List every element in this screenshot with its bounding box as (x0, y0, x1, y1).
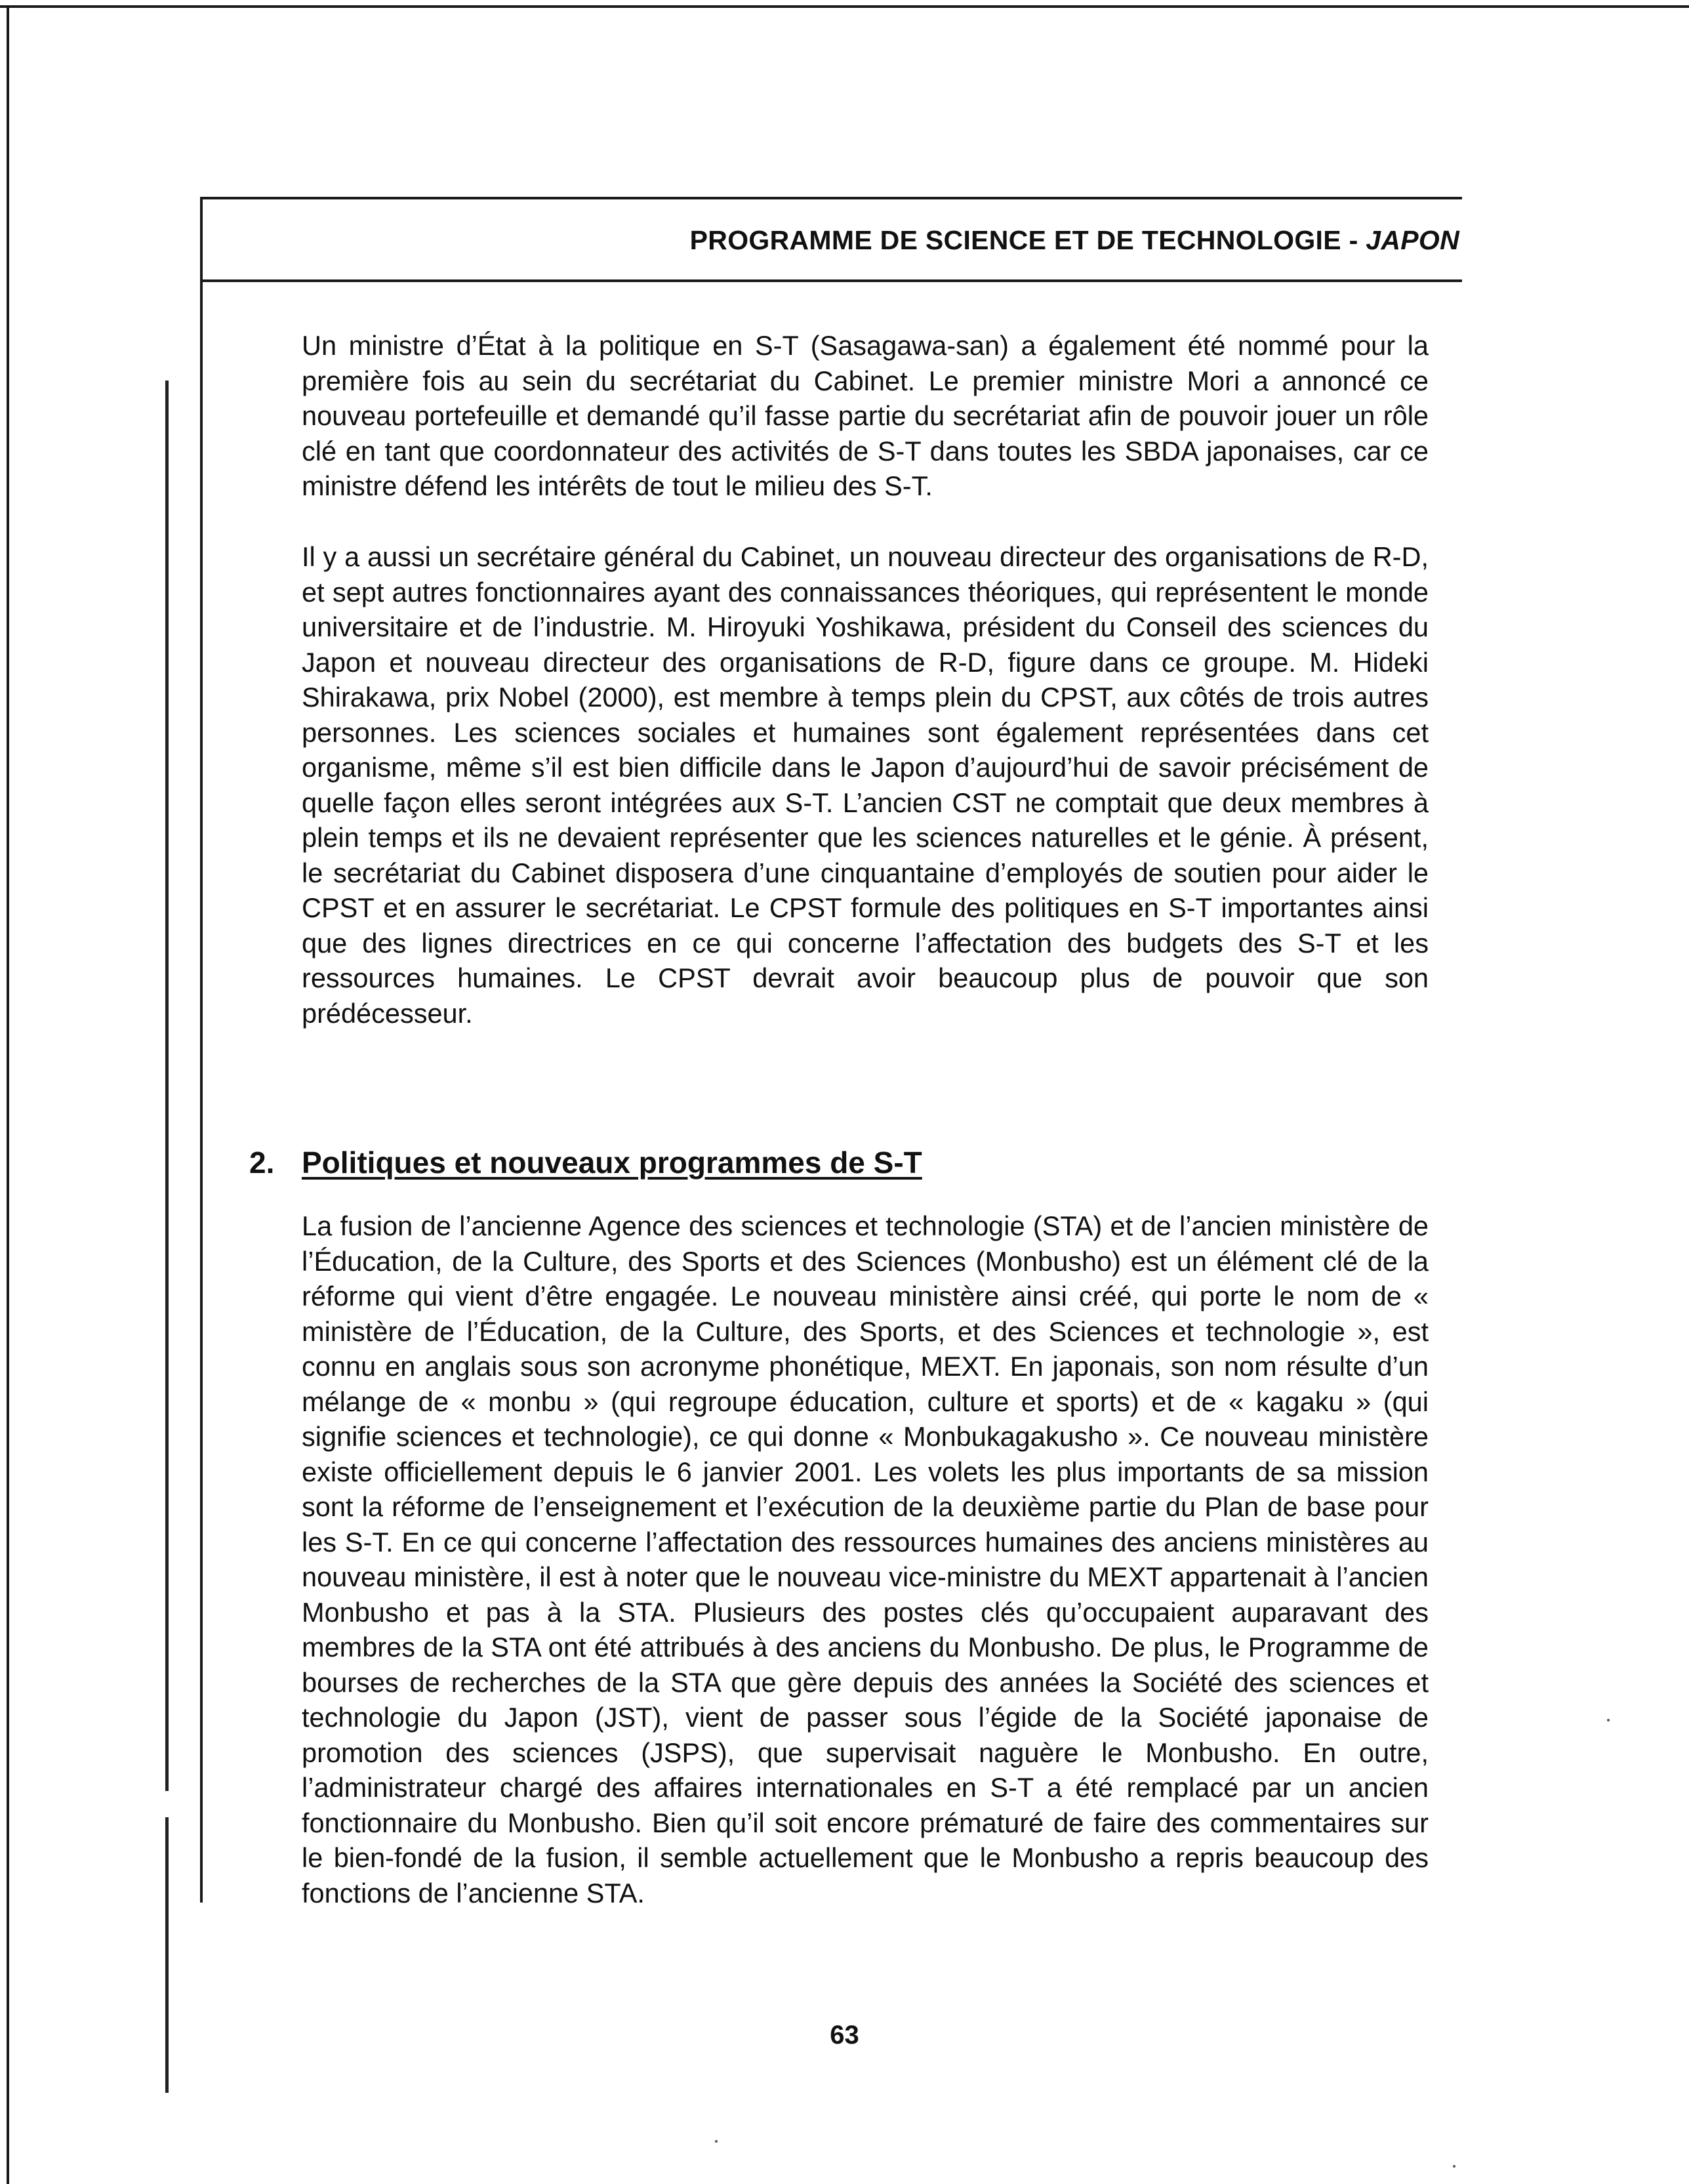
scan-speck (1453, 2165, 1455, 2168)
revision-bar-upper (165, 381, 169, 1791)
running-head (690, 225, 1459, 256)
header-frame-left-rule (200, 197, 203, 1903)
body-paragraph-2: Il y a aussi un secrétaire général du Cabinet, un nouveau directeur des organisations de R-D, et sept autres fonctionnaires ayant des connaissances théoriques, qui représentent le monde universitaire et de l’industrie. M. Hiroyuki Yoshikawa, président du Conseil des sciences du Japon et nouveau directeur des organisations de R-D, figure dans ce groupe. M. Hideki Shirakawa, prix Nobel (2000), est membre à temps plein du CPST, aux côtés de trois autres personnes. Les sciences sociales et humaines sont également représentées dans cet organisme, même s’il est bien difficile dans le Japon d’aujourd’hui de savoir précisément de quelle façon elles seront intégrées aux S-T. L’ancien CST ne comptait que deux membres à plein temps et ils ne devaient représenter que les sciences naturelles et le génie. À présent, le secrétariat du Cabinet disposera d’une cinquantaine d’employés de soutien pour aider le CPST et en assurer le secrétariat. Le CPST formule des politiques en S-T importantes ainsi que des lignes directrices en ce qui concerne l’affectation des budgets des S-T et les ressources humaines. Le CPST devrait avoir beaucoup plus de pouvoir que son prédécesseur. (302, 541, 1429, 1029)
scan-speck (715, 2140, 718, 2143)
running-head-title: PROGRAMME DE SCIENCE ET DE TECHNOLOGIE (689, 225, 1341, 255)
running-head-country: JAPON (1366, 225, 1459, 255)
revision-bar-lower (165, 1817, 169, 2093)
body-paragraph-3: La fusion de l’ancienne Agence des sciences et technologie (STA) et de l’ancien ministère de l’Éducation, de la Culture, des Sports et des Sciences (Monbusho) est un élément clé de la réforme qui vient d’être engagée. Le nouveau ministère ainsi créé, qui porte le nom de « ministère de l’Éducation, de la Culture, des Sports, et des Sciences et technologie », est connu en anglais sous son acronyme phonétique, MEXT. En japonais, son nom résulte d’un mélange de « monbu » (qui regroupe éducation, culture et sports) et de « kagaku » (qui signifie sciences et technologie), ce qui donne « Monbukagakusho ». Ce nouveau ministère existe officiellement depuis le 6 janvier 2001. Les volets les plus importants de sa mission sont la réforme de l’enseignement et l’exécution de la deuxième partie du Plan de base pour les S-T. En ce qui concerne l’affectation des ressources humaines des anciens ministères au nouveau ministère, il est à noter que le nouveau vice-ministre du MEXT appartenait à l’ancien Monbusho et pas à la STA. Plusieurs des postes clés qu’occupaient auparavant des membres de la STA ont été attribués à des anciens du Monbusho. De plus, le Programme de bourses de recherches de la STA que gère depuis des années la Société des sciences et technologie du Japon (JST), vient de passer sous l’égide de la Société japonaise de promotion des sciences (JSPS), que supervisait naguère le Monbusho. En outre, l’administrateur chargé des affaires internationales en S-T a été remplacé par un ancien fonctionnaire du Monbusho. Bien qu’il soit encore prématuré de faire des commentaires sur le bien-fondé de la fusion, il semble actuellement que le Monbusho a repris beaucoup des fonctions de l’ancienne STA. (302, 1210, 1429, 1908)
page-number: 63 (830, 2021, 859, 2050)
running-head-separator: - (1349, 225, 1358, 255)
body-paragraph-1: Un ministre d’État à la politique en S-T (Sasagawa-san) a également été nommé pour la première fois au sein du secrétariat du Cabinet. Le premier ministre Mori a annoncé ce nouveau portefeuille et demandé qu’il fasse partie du secrétariat afin de pouvoir jouer un rôle clé en tant que coordonnateur des activités de S-T dans toutes les SBDA japonaises, car ce ministre défend les intérêts de tout le milieu des S-T. (302, 330, 1429, 501)
section-number: 2. (249, 1145, 275, 1180)
section-heading (249, 1145, 922, 1180)
scan-border-top (0, 5, 1689, 8)
scan-speck (1607, 1719, 1610, 1721)
scan-border-left (7, 7, 9, 2184)
section-title: Politiques et nouveaux programmes de S-T (302, 1145, 922, 1180)
